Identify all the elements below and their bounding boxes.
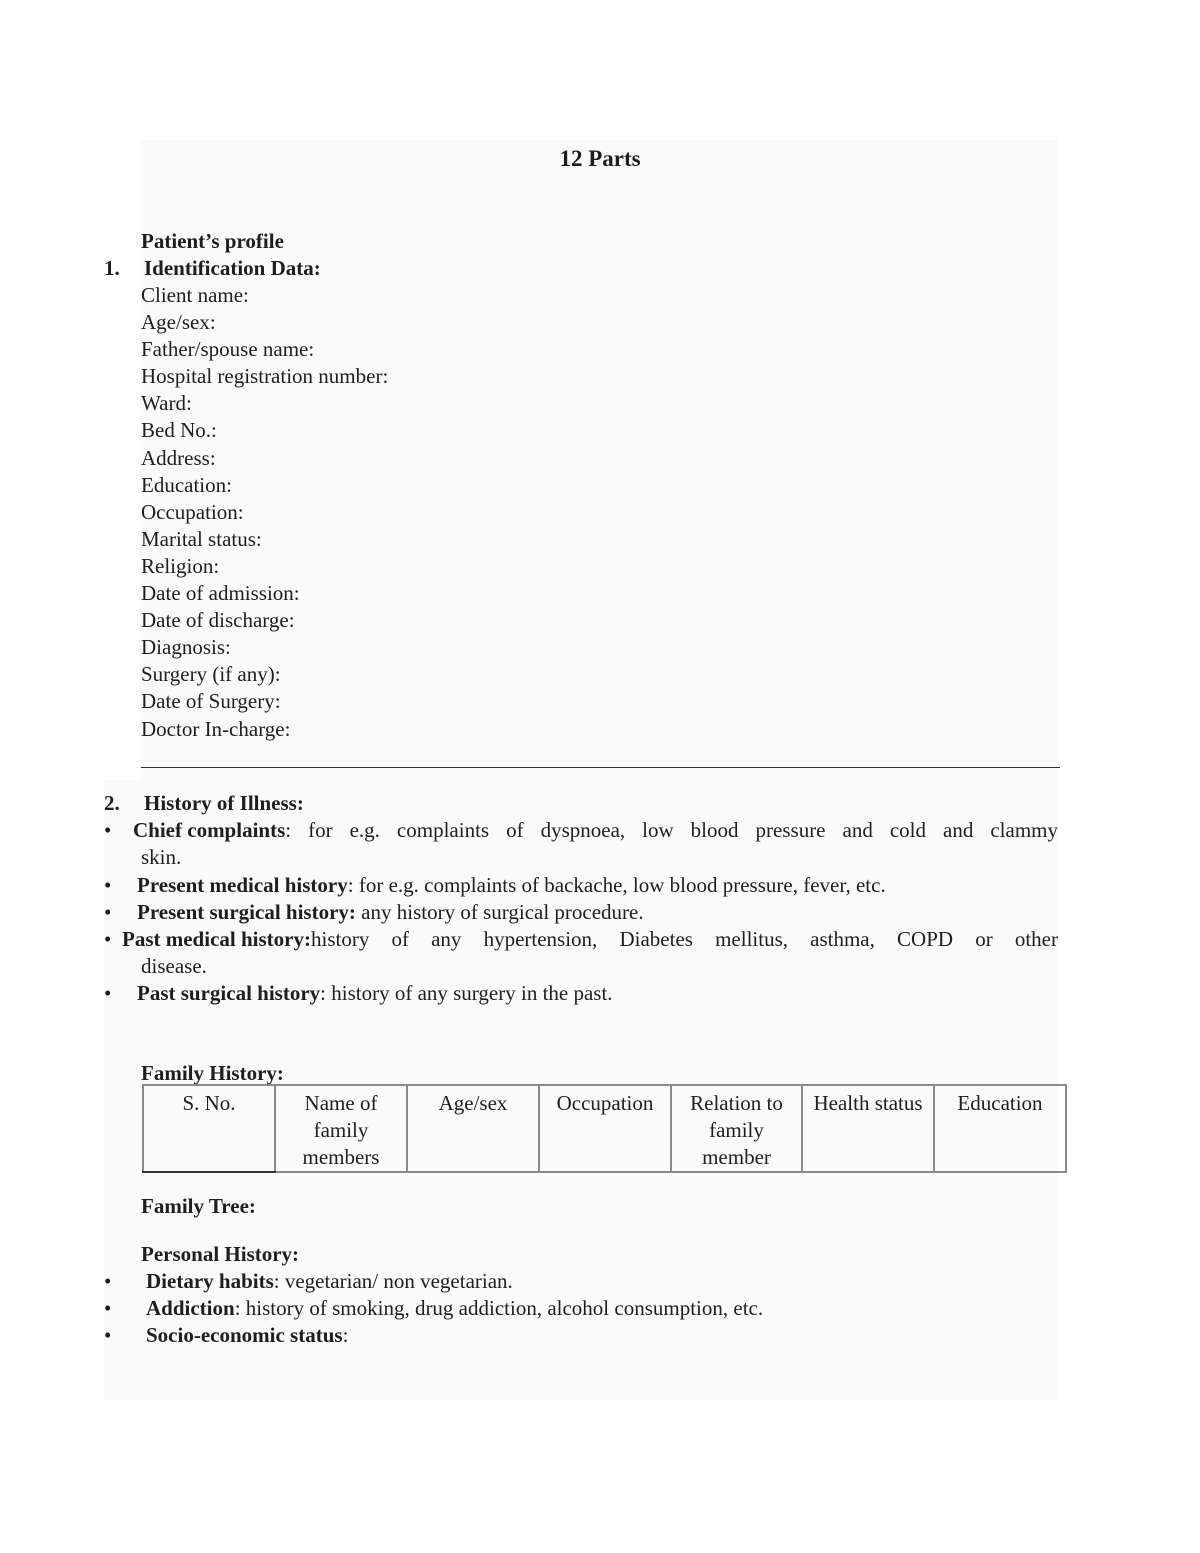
personal-history-heading: Personal History: bbox=[141, 1242, 300, 1266]
bullet-icon: • bbox=[104, 1296, 112, 1320]
history-text-continued: skin. bbox=[141, 845, 182, 869]
field-occupation: Occupation: bbox=[141, 499, 244, 524]
section-divider bbox=[141, 767, 1060, 768]
field-address: Address: bbox=[141, 445, 216, 470]
section-1-heading: Identification Data: bbox=[144, 256, 321, 280]
field-date-of-surgery: Date of Surgery: bbox=[141, 689, 281, 714]
personal-item-addiction bbox=[146, 1295, 763, 1322]
personal-text: : vegetarian/ non vegetarian. bbox=[273, 1269, 513, 1293]
column-header: Education bbox=[934, 1085, 1066, 1172]
history-label: Past surgical history bbox=[137, 981, 321, 1005]
family-tree-heading: Family Tree: bbox=[141, 1194, 256, 1218]
field-doctor-in-charge: Doctor In-charge: bbox=[141, 716, 291, 741]
field-ward: Ward: bbox=[141, 391, 192, 416]
bullet-icon: • bbox=[104, 900, 112, 924]
history-item-past-medical bbox=[122, 926, 1058, 953]
personal-label: Socio-economic status bbox=[146, 1323, 343, 1347]
field-religion: Religion: bbox=[141, 553, 220, 578]
history-item-past-surgical bbox=[137, 980, 613, 1007]
identification-fields bbox=[141, 282, 388, 743]
section-1-number: 1. bbox=[104, 256, 120, 280]
field-diagnosis: Diagnosis: bbox=[141, 635, 231, 660]
history-item-present-surgical bbox=[137, 899, 644, 926]
history-text-continued: disease. bbox=[141, 954, 207, 978]
bullet-icon: • bbox=[104, 1323, 112, 1347]
section-2-heading: History of Illness: bbox=[144, 791, 304, 815]
bullet-icon: • bbox=[104, 927, 112, 951]
patient-profile-heading: Patient’s profile bbox=[141, 229, 284, 253]
personal-item-dietary-habits bbox=[146, 1268, 513, 1295]
family-history-table bbox=[142, 1084, 1067, 1173]
personal-item-socio-economic-status bbox=[146, 1322, 348, 1349]
table-header-row bbox=[143, 1085, 1066, 1172]
field-date-of-discharge: Date of discharge: bbox=[141, 608, 295, 633]
column-header: Name of family members bbox=[275, 1085, 407, 1172]
bullet-icon: • bbox=[104, 981, 112, 1005]
field-bed-no: Bed No.: bbox=[141, 418, 217, 443]
field-father-spouse-name: Father/spouse name: bbox=[141, 337, 315, 362]
family-history-heading: Family History: bbox=[141, 1061, 284, 1085]
field-marital-status: Marital status: bbox=[141, 526, 262, 551]
column-header: Health status bbox=[802, 1085, 934, 1172]
history-text: : for e.g. complaints of backache, low blood pressure, fever, etc. bbox=[347, 873, 886, 897]
personal-text: : bbox=[342, 1323, 349, 1347]
history-text: any history of surgical procedure. bbox=[355, 900, 644, 924]
bullet-icon: • bbox=[104, 818, 112, 842]
personal-label: Addiction bbox=[146, 1296, 235, 1320]
column-header: S. No. bbox=[143, 1085, 275, 1172]
column-header: Age/sex bbox=[407, 1085, 539, 1172]
column-header: Relation to family member bbox=[671, 1085, 802, 1172]
bullet-icon: • bbox=[104, 1269, 112, 1293]
document-title: 12 Parts bbox=[559, 146, 641, 171]
field-age-sex: Age/sex: bbox=[141, 310, 216, 335]
history-label: Past medical history: bbox=[122, 927, 311, 951]
section-2-number: 2. bbox=[104, 791, 120, 815]
bullet-icon: • bbox=[104, 873, 112, 897]
personal-text: : history of smoking, drug addiction, alcohol consumption, etc. bbox=[234, 1296, 764, 1320]
history-label: Present surgical history: bbox=[137, 900, 356, 924]
history-text: : history of any surgery in the past. bbox=[320, 981, 613, 1005]
history-label: Chief complaints bbox=[133, 818, 286, 842]
history-label: Present medical history bbox=[137, 873, 348, 897]
history-text: : for e.g. complaints of dyspnoea, low blood pressure and cold and clammy bbox=[285, 818, 1058, 842]
history-text: history of any hypertension, Diabetes mellitus, asthma, COPD or other bbox=[310, 927, 1058, 951]
field-hospital-registration-number: Hospital registration number: bbox=[141, 364, 389, 389]
field-surgery: Surgery (if any): bbox=[141, 662, 281, 687]
field-client-name: Client name: bbox=[141, 283, 249, 307]
field-education: Education: bbox=[141, 472, 232, 497]
personal-label: Dietary habits bbox=[146, 1269, 274, 1293]
history-item-present-medical bbox=[137, 872, 886, 899]
history-item-chief-complaints bbox=[133, 817, 1058, 844]
column-header: Occupation bbox=[539, 1085, 671, 1172]
field-date-of-admission: Date of admission: bbox=[141, 581, 300, 606]
